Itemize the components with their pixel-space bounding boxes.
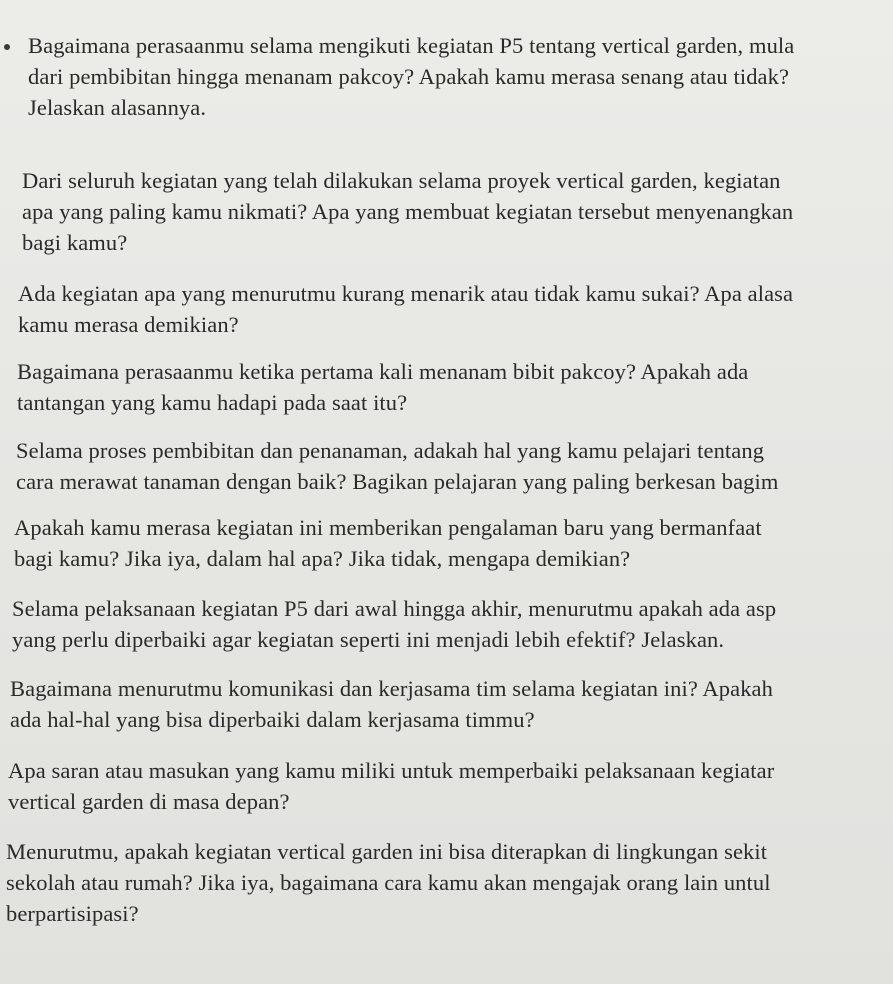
question-line: Dari seluruh kegiatan yang telah dilakukan selama proyek vertical garden, kegiatan — [22, 168, 781, 193]
question-6 — [0, 512, 893, 574]
question-line: apa yang paling kamu nikmati? Apa yang membuat kegiatan tersebut menyenangkan — [22, 199, 794, 224]
question-line: vertical garden di masa depan? — [8, 789, 290, 814]
question-line: berpartisipasi? — [6, 901, 139, 926]
question-line: ada hal-hal yang bisa diperbaiki dalam kerjasama timmu? — [10, 707, 535, 732]
question-2 — [0, 165, 893, 258]
question-line: Apa saran atau masukan yang kamu miliki untuk memperbaiki pelaksanaan kegiatar — [8, 758, 775, 783]
question-line: yang perlu diperbaiki agar kegiatan seperti ini menjadi lebih efektif? Jelaskan. — [12, 627, 725, 652]
question-line: bagi kamu? Jika iya, dalam hal apa? Jika tidak, mengapa demikian? — [14, 546, 631, 571]
question-line: Selama pelaksanaan kegiatan P5 dari awal hingga akhir, menurutmu apakah ada asp — [12, 596, 777, 621]
question-line: tantangan yang kamu hadapi pada saat itu? — [17, 390, 408, 415]
question-line: Bagaimana perasaanmu ketika pertama kali menanam bibit pakcoy? Apakah ada — [17, 359, 749, 384]
question-line: kamu merasa demikian? — [18, 312, 239, 337]
question-line: Selama proses pembibitan dan penanaman, adakah hal yang kamu pelajari tentang — [16, 438, 765, 463]
question-line: Bagaimana menurutmu komunikasi dan kerjasama tim selama kegiatan ini? Apakah — [10, 676, 773, 701]
question-line: Bagaimana perasaanmu selama mengikuti kegiatan P5 tentang vertical garden, mula — [28, 33, 795, 58]
question-line: bagi kamu? — [22, 230, 128, 255]
question-10 — [0, 836, 893, 929]
question-line: Jelaskan alasannya. — [28, 95, 207, 120]
question-line: Apakah kamu merasa kegiatan ini memberikan pengalaman baru yang bermanfaat — [14, 515, 762, 540]
question-line: Ada kegiatan apa yang menurutmu kurang menarik atau tidak kamu sukai? Apa alasa — [18, 281, 794, 306]
question-4 — [0, 356, 893, 418]
question-line: cara merawat tanaman dengan baik? Bagikan pelajaran yang paling berkesan bagim — [16, 469, 779, 494]
question-3 — [0, 278, 893, 340]
question-8 — [0, 673, 893, 735]
question-7 — [0, 593, 893, 655]
question-9 — [0, 755, 893, 817]
question-line: dari pembibitan hingga menanam pakcoy? Apakah kamu merasa senang atau tidak? — [28, 64, 790, 89]
question-line: sekolah atau rumah? Jika iya, bagaimana cara kamu akan mengajak orang lain untul — [6, 870, 771, 895]
question-5 — [0, 435, 893, 497]
question-1 — [0, 30, 893, 123]
question-line: Menurutmu, apakah kegiatan vertical garden ini bisa diterapkan di lingkungan sekit — [6, 839, 768, 864]
